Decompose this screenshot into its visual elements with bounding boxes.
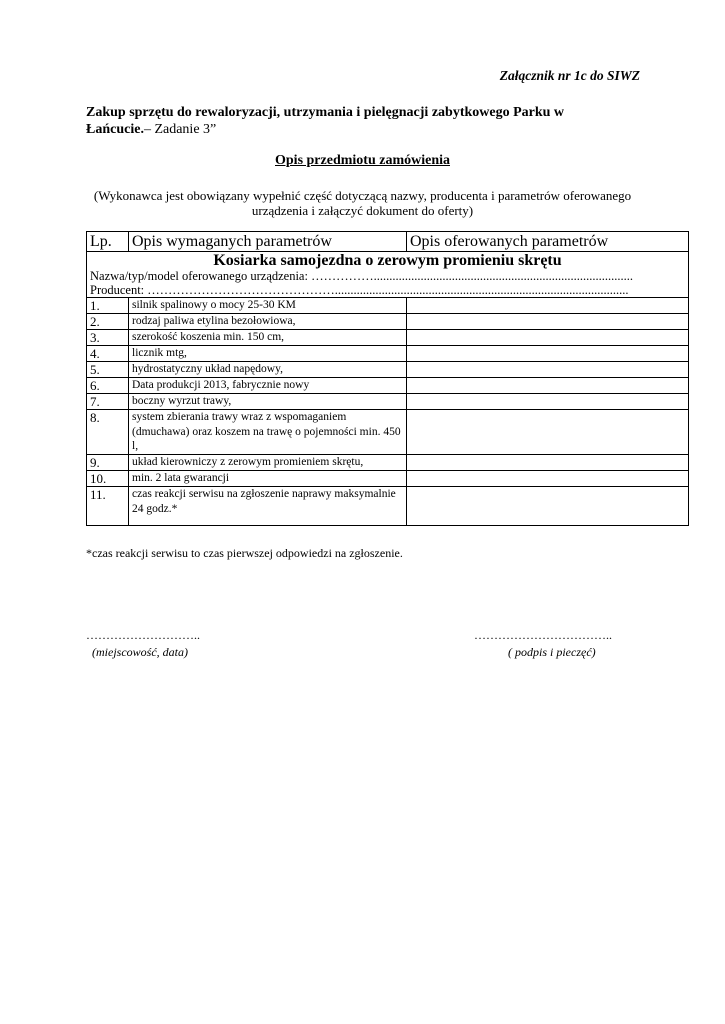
- footnote: *czas reakcji serwisu to czas pierwszej odpowiedzi na zgłoszenie.: [86, 546, 403, 560]
- table-row: [87, 487, 689, 526]
- offered-parameter-cell: [407, 410, 689, 455]
- place-date-caption: (miejscowość, data): [92, 645, 188, 659]
- required-parameter: szerokość koszenia min. 150 cm,: [129, 330, 407, 346]
- required-parameter: hydrostatyczny układ napędowy,: [129, 362, 407, 378]
- required-parameter: Data produkcji 2013, fabrycznie nowy: [129, 378, 407, 394]
- required-parameter: czas reakcji serwisu na zgłoszenie naprawy maksymalnie 24 godz.*: [129, 487, 407, 526]
- required-parameter: rodzaj paliwa etylina bezołowiowa,: [129, 314, 407, 330]
- row-number: 9.: [87, 455, 129, 471]
- required-parameter: boczny wyrzut trawy,: [129, 394, 407, 410]
- row-number: 3.: [87, 330, 129, 346]
- required-parameter: układ kierowniczy z zerowym promieniem skrętu,: [129, 455, 407, 471]
- producer-line: Producent: ………………………………………..............................................................................................: [90, 283, 629, 297]
- instruction-text: (Wykonawca jest obowiązany wypełnić część dotyczącą nazwy, producenta i parametrów oferowanego urządzenia i załączyć dokument do oferty): [93, 188, 632, 218]
- offered-parameter-cell: [407, 346, 689, 362]
- table-header-row: [87, 232, 689, 252]
- annex-label: Załącznik nr 1c do SIWZ: [499, 68, 640, 83]
- offered-parameter-cell: [407, 362, 689, 378]
- model-name-line: Nazwa/typ/model oferowanego urządzenia: ……………...................................................................................: [90, 270, 633, 283]
- header-required: Opis wymaganych parametrów: [129, 232, 407, 252]
- title-bold: Zakup sprzętu do rewaloryzacji, utrzymania i pielęgnacji zabytkowego Parku w Łańcucie.: [86, 105, 565, 137]
- required-parameter: silnik spalinowy o mocy 25-30 KM: [129, 298, 407, 314]
- signature-dots: ……………………………..: [474, 628, 612, 642]
- row-number: 6.: [87, 378, 129, 394]
- table-row: [87, 471, 689, 487]
- document-title: [86, 104, 606, 138]
- table-row: [87, 362, 689, 378]
- section-title: Kosiarka samojezdna o zerowym promieniu skrętu: [213, 252, 562, 269]
- signature-caption: ( podpis i pieczęć): [508, 645, 596, 659]
- row-number: 10.: [87, 471, 129, 487]
- row-number: 4.: [87, 346, 129, 362]
- section-row: [87, 252, 689, 298]
- table-row: [87, 378, 689, 394]
- required-parameter: system zbierania trawy wraz z wspomaganiem (dmuchawa) oraz koszem na trawę o pojemności min. 450 l,: [129, 410, 407, 455]
- offered-parameter-cell: [407, 394, 689, 410]
- row-number: 2.: [87, 314, 129, 330]
- offered-parameter-cell: [407, 455, 689, 471]
- place-date-dots: ………………………..: [86, 628, 200, 642]
- offered-parameter-cell: [407, 378, 689, 394]
- table-row: [87, 410, 689, 455]
- subject-heading: Opis przedmiotu zamówienia: [275, 153, 450, 168]
- row-number: 1.: [87, 298, 129, 314]
- table-row: [87, 394, 689, 410]
- table-row: [87, 298, 689, 314]
- row-number: 11.: [87, 487, 129, 526]
- offered-parameter-cell: [407, 330, 689, 346]
- header-lp: Lp.: [87, 232, 129, 252]
- row-number: 5.: [87, 362, 129, 378]
- required-parameter: licznik mtg,: [129, 346, 407, 362]
- offered-parameter-cell: [407, 487, 689, 526]
- row-number: 7.: [87, 394, 129, 410]
- section-cell: [87, 252, 689, 298]
- title-tail: – Zadanie 3”: [143, 122, 217, 137]
- row-number: 8.: [87, 410, 129, 455]
- offered-parameter-cell: [407, 314, 689, 330]
- table-row: [87, 314, 689, 330]
- offered-parameter-cell: [407, 471, 689, 487]
- required-parameter: min. 2 lata gwarancji: [129, 471, 407, 487]
- header-offered: Opis oferowanych parametrów: [407, 232, 689, 252]
- table-row: [87, 455, 689, 471]
- table-row: [87, 346, 689, 362]
- offered-parameter-cell: [407, 298, 689, 314]
- specification-table: [86, 231, 689, 526]
- table-row: [87, 330, 689, 346]
